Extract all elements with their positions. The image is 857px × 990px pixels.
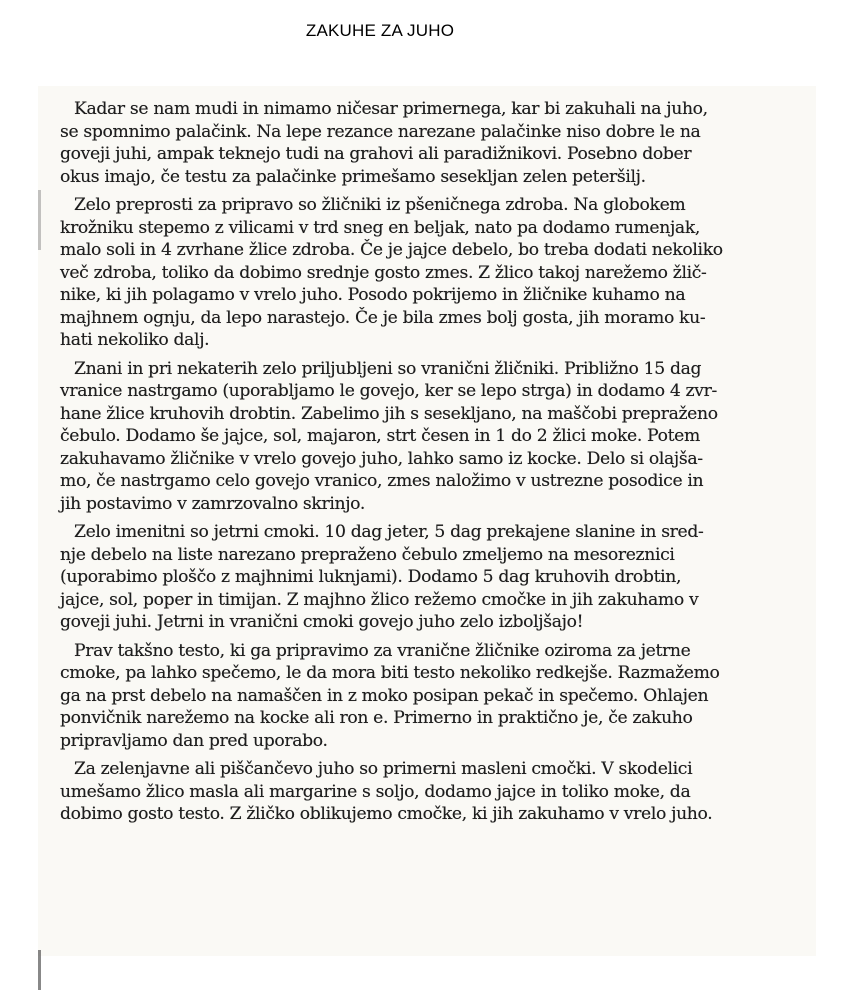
paragraph-vranicni xyxy=(60,358,800,516)
paragraph-palacinke xyxy=(60,98,800,188)
text-line: jih postavimo v zamrzovalno skrinjo. xyxy=(60,493,365,514)
text-line: hati nekoliko dalj. xyxy=(60,330,210,350)
text-line: jajce, sol, poper in timijan. Z majhno žlico režemo cmočke in jih zakuhamo v xyxy=(60,589,699,610)
text-line: umešamo žlico masla ali margarine s soljo, dodamo jajce in toliko moke, da xyxy=(60,781,691,802)
text-line: Prav takšno testo, ki ga pripravimo za vranične žličnike oziroma za jetrne xyxy=(74,640,691,661)
article-body xyxy=(60,98,800,832)
text-line: Zelo imenitni so jetrni cmoki. 10 dag jeter, 5 dag prekajene slanine in sred- xyxy=(74,522,704,542)
text-line: nje debelo na liste narezano prepraženo čebulo zmeljemo na mesoreznici xyxy=(60,544,675,565)
text-line: majhnem ognju, da lepo narastejo. Če je bila zmes bolj gosta, jih moramo ku- xyxy=(60,307,706,328)
text-line: goveji juhi, ampak teknejo tudi na grahovi ali paradižnikovi. Posebno dober xyxy=(60,144,692,164)
text-line: ponvičnik narežemo na kocke ali ron e. Primerno in praktično je, če zakuho xyxy=(60,708,693,728)
text-line: več zdroba, toliko da dobimo srednje gosto zmes. Z žlico takoj narežemo žlič- xyxy=(60,262,707,283)
scan-edge-mark xyxy=(38,190,41,250)
text-line: goveji juhi. Jetrni in vranični cmoki govejo juho zelo izboljšajo! xyxy=(60,612,584,632)
text-line: okus imajo, če testu za palačinke primešamo sesekljan zelen peteršilj. xyxy=(60,166,646,187)
text-line: hane žlice kruhovih drobtin. Zabelimo jih s sesekljano, na maščobi prepraženo xyxy=(60,403,718,424)
text-line: Zelo preprosti za pripravo so žličniki iz pšeničnega zdroba. Na globokem xyxy=(74,195,686,215)
text-line: ga na prst debelo na namaščen in z moko posipan pekač in spečemo. Ohlajen xyxy=(60,685,709,706)
text-line: malo soli in 4 zvrhane žlice zdroba. Če je jajce debelo, bo treba dodati nekoliko xyxy=(60,240,723,260)
text-line: dobimo gosto testo. Z žličko oblikujemo cmočke, ki jih zakuhamo v vrelo juho. xyxy=(60,804,713,824)
text-line: mo, če nastrgamo celo govejo vranico, zmes naložimo v ustrezne posodice in xyxy=(60,471,704,491)
text-line: vranice nastrgamo (uporabljamo le govejo, ker se lepo strga) in dodamo 4 zvr- xyxy=(60,381,717,401)
text-line: Znani in pri nekaterih zelo priljubljeni so vranični žličniki. Približno 15 dag xyxy=(74,358,702,379)
text-line: čebulo. Dodamo še jajce, sol, majaron, strt česen in 1 do 2 žlici moke. Potem xyxy=(60,426,700,446)
text-line: pripravljamo dan pred uporabo. xyxy=(60,730,328,751)
text-line: zakuhavamo žličnike v vrelo govejo juho, lahko samo iz kocke. Delo si olajša- xyxy=(60,448,703,469)
text-line: krožniku stepemo z vilicami v trd sneg en beljak, nato pa dodamo rumenjak, xyxy=(60,217,700,238)
text-line: Kadar se nam mudi in nimamo ničesar primernega, kar bi zakuhali na juho, xyxy=(74,99,708,119)
page-title: ZAKUHE ZA JUHO xyxy=(305,21,455,40)
paragraph-zdrob xyxy=(60,194,800,352)
text-line: nike, ki jih polagamo v vrelo juho. Posodo pokrijemo in žličnike kuhamo na xyxy=(60,285,686,305)
text-line: se spomnimo palačink. Na lepe rezance narezane palačinke niso dobre le na xyxy=(60,121,701,142)
paragraph-ponvicnik xyxy=(60,640,800,753)
scan-edge-mark xyxy=(38,950,41,990)
paragraph-masleni xyxy=(60,758,800,826)
paragraph-jetrni xyxy=(60,521,800,634)
text-line: Za zelenjavne ali piščančevo juho so primerni masleni cmočki. V skodelici xyxy=(74,759,693,779)
text-line: (uporabimo ploščo z majhnimi luknjami). Dodamo 5 dag kruhovih drobtin, xyxy=(60,567,682,587)
text-line: cmoke, pa lahko spečemo, le da mora biti testo nekoliko redkejše. Razmažemo xyxy=(60,663,720,683)
